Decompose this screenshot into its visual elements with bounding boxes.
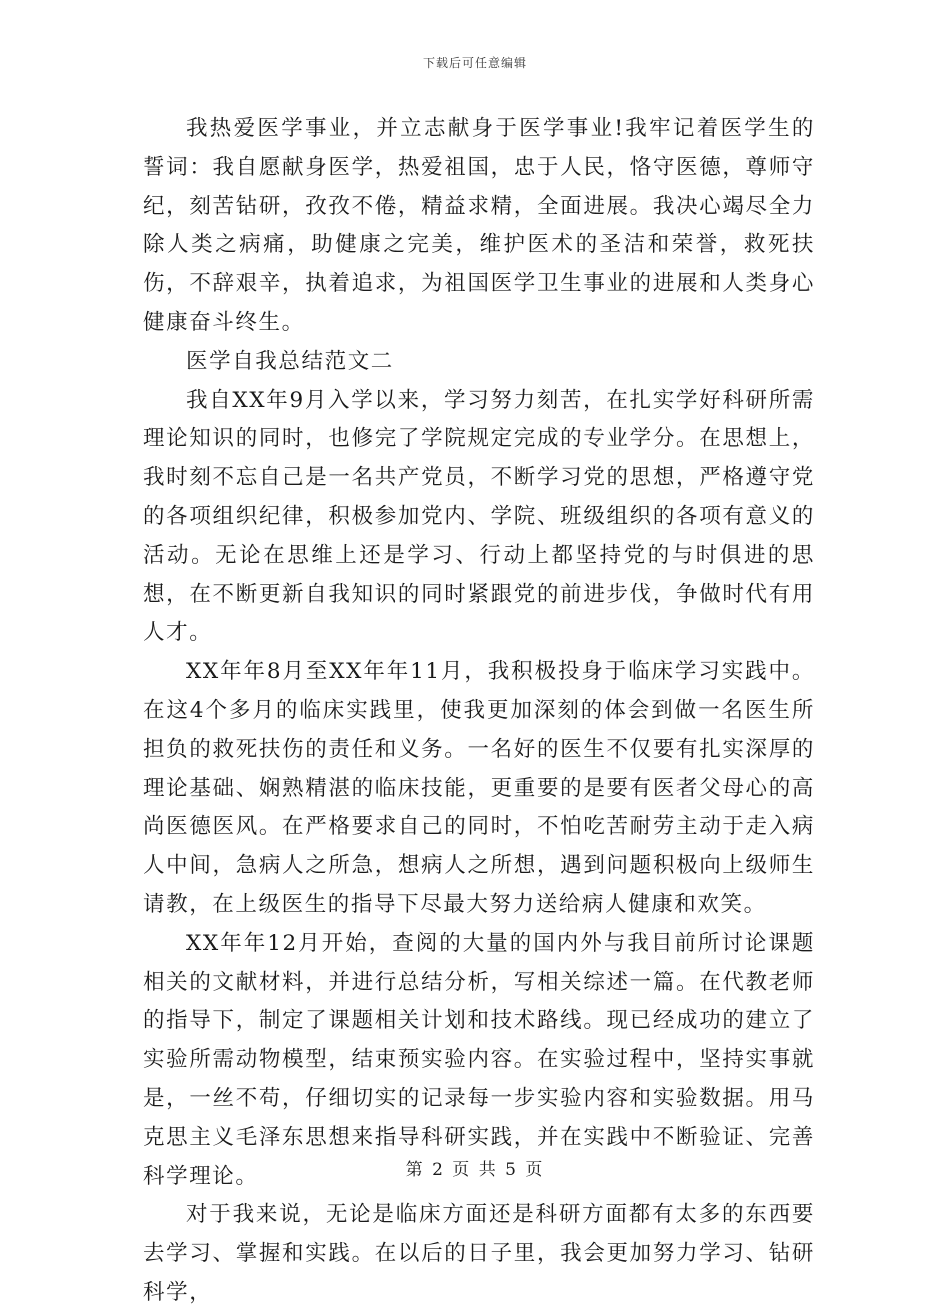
paragraph-research: XX年年12月开始，查阅的大量的国内外与我目前所讨论课题相关的文献材料，并进行总结分析，写相关综述一篇。在代教老师的指导下，制定了课题相关计划和技术路线。现已经成功的建立了实验所需动物模型，结束预实验内容。在实验过程中，坚持实事就是，一丝不苟，仔细切实的记录每一步实验内容和实验数据。用马克思主义毛泽东思想来指导科研实践，并在实践中不断验证、完善科学理论。 xyxy=(143,930,815,1189)
paragraph-future: 对于我来说，无论是临床方面还是科研方面都有太多的东西要去学习、掌握和实践。在以后的日子里，我会更加努力学习、钻研科学， xyxy=(143,1202,815,1305)
page-header-note: 下载后可任意编辑 xyxy=(422,56,527,70)
section-heading: 医学自我总结范文二 xyxy=(186,348,394,374)
paragraph-dedication: 我热爱医学事业，并立志献身于医学事业!我牢记着医学生的誓词：我自愿献身医学，热爱祖国，忠于人民，恪守医德，尊师守纪，刻苦钻研，孜孜不倦，精益求精，全面进展。我决心竭尽全力除人类之病痛，助健康之完美，维护医术的圣洁和荣誉，救死扶伤，不辞艰辛，执着追求，为祖国医学卫生事业的进展和人类身心健康奋斗终生。 xyxy=(143,116,815,335)
paragraph-clinical-practice: XX年年8月至XX年年11月，我积极投身于临床学习实践中。在这4个多月的临床实践里，使我更加深刻的体会到做一名医生所担负的救死扶伤的责任和义务。一名好的医生不仅要有扎实深厚的理论基础、娴熟精湛的临床技能，更重要的是要有医者父母心的高尚医德医风。在严格要求自己的同时，不怕吃苦耐劳主动于走入病人中间，急病人之所急，想病人之所想，遇到问题积极向上级师生请教，在上级医生的指导下尽最大努力送给病人健康和欢笑。 xyxy=(143,659,815,917)
page-number: 第 2 页 共 5 页 xyxy=(405,1160,545,1180)
paragraph-study-thought: 我自XX年9月入学以来，学习努力刻苦，在扎实学好科研所需理论知识的同时，也修完了学院规定完成的专业学分。在思想上，我时刻不忘自己是一名共产党员，不断学习党的思想，严格遵守党的各项组织纪律，积极参加党内、学院、班级组织的各项有意义的活动。无论在思维上还是学习、行动上都坚持党的与时俱进的思想，在不断更新自我知识的同时紧跟党的前进步伐，争做时代有用人才。 xyxy=(143,387,815,646)
document-body xyxy=(143,110,815,1313)
